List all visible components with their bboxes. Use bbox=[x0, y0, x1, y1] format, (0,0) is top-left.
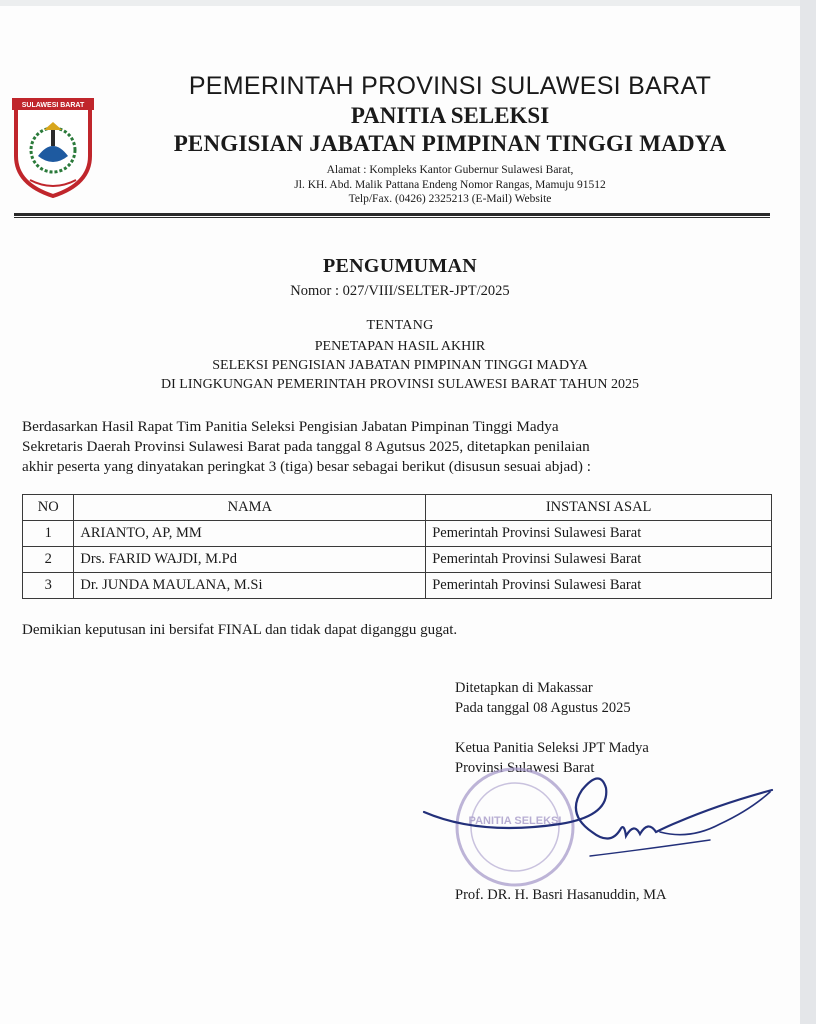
letterhead-committee: PANITIA SELEKSI bbox=[350, 103, 550, 128]
provincial-emblem-logo bbox=[8, 96, 98, 198]
closing-statement: Demikian keputusan ini bersifat FINAL dan tidak dapat diganggu gugat. bbox=[22, 622, 458, 638]
handwritten-signature bbox=[420, 770, 780, 880]
header-nama: NAMA bbox=[74, 495, 426, 521]
letterhead-divider-thick bbox=[14, 213, 770, 216]
announcement-subject-line3: DI LINGKUNGAN PEMERINTAH PROVINSI SULAWESI BARAT TAHUN 2025 bbox=[161, 377, 639, 392]
row-nama: ARIANTO, AP, MM bbox=[74, 521, 426, 547]
row-nama: Dr. JUNDA MAULANA, M.Si bbox=[74, 573, 426, 599]
letterhead-address-line2: Jl. KH. Abd. Malik Pattana Endeng Nomor Rangas, Mamuju 91512 bbox=[294, 179, 606, 191]
letterhead-contact-line: Telp/Fax. (0426) 2325213 (E-Mail) Website bbox=[348, 193, 552, 205]
announcement-regarding: TENTANG bbox=[366, 318, 434, 333]
signatory-name: Prof. DR. H. Basri Hasanuddin, MA bbox=[455, 887, 667, 903]
page-top-edge bbox=[0, 0, 800, 6]
signature-position-line2: Provinsi Sulawesi Barat bbox=[455, 760, 595, 776]
letterhead-address-line1: Alamat : Kompleks Kantor Gubernur Sulawesi Barat, bbox=[326, 164, 574, 176]
letterhead-divider-thin bbox=[14, 217, 770, 218]
body-paragraph-line2: Sekretaris Daerah Provinsi Sulawesi Barat pada tanggal 8 Agutsus 2025, ditetapkan penilaian bbox=[22, 438, 590, 455]
row-nama: Drs. FARID WAJDI, M.Pd bbox=[74, 547, 426, 573]
announcement-subject-line1: PENETAPAN HASIL AKHIR bbox=[314, 339, 486, 354]
signature-place: Ditetapkan di Makassar bbox=[455, 680, 593, 696]
row-instansi: Pemerintah Provinsi Sulawesi Barat bbox=[426, 521, 772, 547]
announcement-subject-line2: SELEKSI PENGISIAN JABATAN PIMPINAN TINGGI MADYA bbox=[212, 358, 588, 373]
letterhead-government: PEMERINTAH PROVINSI SULAWESI BARAT bbox=[188, 72, 712, 100]
body-paragraph-line3: akhir peserta yang dinyatakan peringkat 3 (tiga) besar sebagai berikut (disusun sesuai abjad) : bbox=[22, 458, 591, 475]
signature-position-line1: Ketua Panitia Seleksi JPT Madya bbox=[455, 740, 649, 756]
row-instansi: Pemerintah Provinsi Sulawesi Barat bbox=[426, 573, 772, 599]
results-table bbox=[22, 494, 772, 599]
logo-banner-text: SULAWESI BARAT bbox=[21, 102, 85, 109]
header-no: NO bbox=[23, 495, 74, 521]
page-right-edge bbox=[800, 0, 816, 1024]
table-row bbox=[23, 521, 772, 547]
table-row bbox=[23, 573, 772, 599]
body-paragraph-line1: Berdasarkan Hasil Rapat Tim Panitia Seleksi Pengisian Jabatan Pimpinan Tinggi Madya bbox=[22, 418, 559, 435]
signature-date: Pada tanggal 08 Agustus 2025 bbox=[455, 700, 631, 716]
table-header-row bbox=[23, 495, 772, 521]
row-no: 3 bbox=[23, 573, 74, 599]
row-instansi: Pemerintah Provinsi Sulawesi Barat bbox=[426, 547, 772, 573]
announcement-title: PENGUMUMAN bbox=[322, 255, 478, 277]
table-row bbox=[23, 547, 772, 573]
letterhead-subject: PENGISIAN JABATAN PIMPINAN TINGGI MADYA bbox=[173, 131, 727, 156]
row-no: 1 bbox=[23, 521, 74, 547]
stamp-text: PANITIA SELEKSI bbox=[468, 815, 562, 827]
row-no: 2 bbox=[23, 547, 74, 573]
header-instansi: INSTANSI ASAL bbox=[426, 495, 772, 521]
announcement-number: Nomor : 027/VIII/SELTER-JPT/2025 bbox=[290, 283, 510, 299]
